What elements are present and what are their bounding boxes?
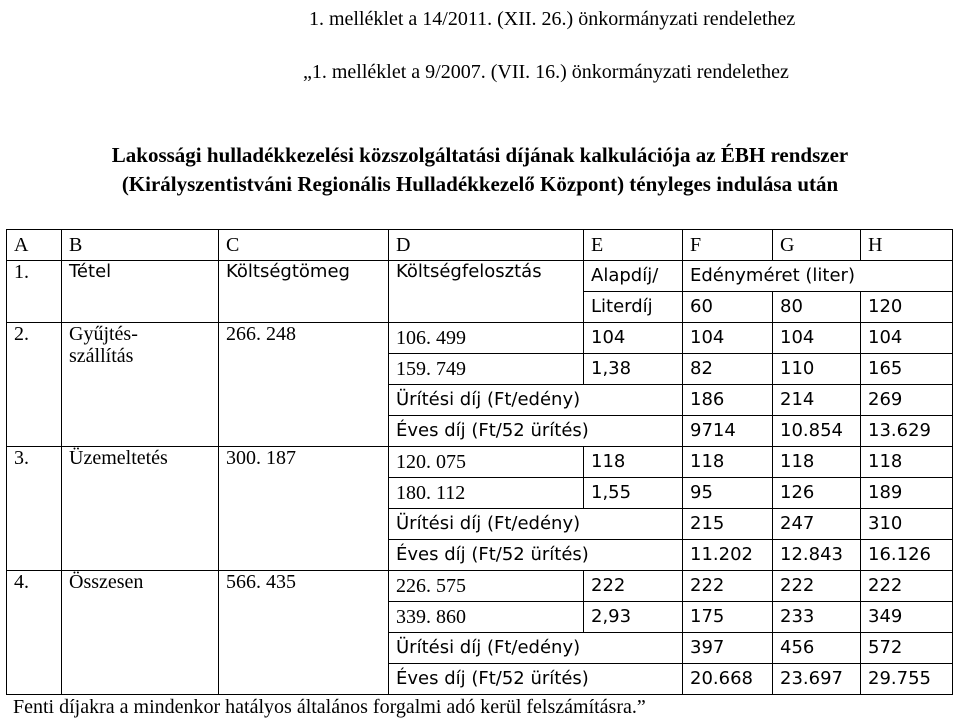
liter-fee: 1,55 bbox=[584, 478, 683, 509]
value-cell: 222 bbox=[683, 571, 773, 602]
cost-share-liter: 339. 860 bbox=[389, 602, 584, 633]
value-cell: 456 bbox=[773, 633, 861, 664]
table-row bbox=[7, 447, 953, 478]
column-letter: G bbox=[773, 230, 861, 261]
emptying-fee-label: Ürítési díj (Ft/edény) bbox=[389, 633, 683, 664]
value-cell: 95 bbox=[683, 478, 773, 509]
table-row bbox=[7, 571, 953, 602]
size-120: 120 bbox=[861, 292, 953, 323]
value-cell: 186 bbox=[683, 385, 773, 416]
value-cell: 222 bbox=[773, 571, 861, 602]
value-cell: 233 bbox=[773, 602, 861, 633]
annual-fee-label: Éves díj (Ft/52 ürítés) bbox=[389, 664, 683, 695]
cost-share-liter: 159. 749 bbox=[389, 354, 584, 385]
emptying-fee-label: Ürítési díj (Ft/edény) bbox=[389, 385, 683, 416]
item-name-line: Gyűjtés- bbox=[69, 323, 138, 345]
value-cell: 175 bbox=[683, 602, 773, 633]
cost-share-base: 120. 075 bbox=[389, 447, 584, 478]
column-letter-row bbox=[7, 230, 953, 261]
value-cell: 104 bbox=[861, 323, 953, 354]
value-cell: 104 bbox=[683, 323, 773, 354]
item-name-line: szállítás bbox=[69, 345, 134, 367]
item-name bbox=[62, 447, 219, 571]
value-cell: 572 bbox=[861, 633, 953, 664]
value-cell: 397 bbox=[683, 633, 773, 664]
column-letter: D bbox=[389, 230, 584, 261]
vat-footnote: Fenti díjakra a mindenkor hatályos általános forgalmi adó kerül felszámításra.” bbox=[13, 696, 646, 718]
value-cell: 165 bbox=[861, 354, 953, 385]
column-letter: F bbox=[683, 230, 773, 261]
annual-fee-label: Éves díj (Ft/52 ürítés) bbox=[389, 416, 683, 447]
value-cell: 247 bbox=[773, 509, 861, 540]
document-title-line2: (Királyszentistváni Regionális Hulladékkezelő Központ) tényleges indulása után bbox=[121, 172, 839, 196]
value-cell: 16.126 bbox=[861, 540, 953, 571]
header-literdij: Literdíj bbox=[584, 292, 683, 323]
value-cell: 215 bbox=[683, 509, 773, 540]
header-koltsegfelosztas: Költségfelosztás bbox=[389, 261, 584, 323]
base-fee: 222 bbox=[584, 571, 683, 602]
column-letter: E bbox=[584, 230, 683, 261]
value-cell: 10.854 bbox=[773, 416, 861, 447]
header-edenymeret: Edényméret (liter) bbox=[683, 261, 953, 292]
document-title-line1: Lakossági hulladékkezelési közszolgáltatási díjának kalkulációja az ÉBH rendszer bbox=[111, 143, 849, 167]
emptying-fee-label: Ürítési díj (Ft/edény) bbox=[389, 509, 683, 540]
header-tetel: Tétel bbox=[62, 261, 219, 323]
value-cell: 20.668 bbox=[683, 664, 773, 695]
annual-fee-label: Éves díj (Ft/52 ürítés) bbox=[389, 540, 683, 571]
cost-share-base: 106. 499 bbox=[389, 323, 584, 354]
cost-total: 266. 248 bbox=[219, 323, 389, 447]
value-cell: 11.202 bbox=[683, 540, 773, 571]
row-number: 1. bbox=[7, 261, 62, 323]
value-cell: 126 bbox=[773, 478, 861, 509]
base-fee: 104 bbox=[584, 323, 683, 354]
cost-total: 566. 435 bbox=[219, 571, 389, 695]
header-koltsegtomeg: Költségtömeg bbox=[219, 261, 389, 323]
item-name bbox=[62, 323, 219, 447]
cost-total: 300. 187 bbox=[219, 447, 389, 571]
value-cell: 9714 bbox=[683, 416, 773, 447]
fee-calculation-table bbox=[6, 229, 953, 695]
row-number: 4. bbox=[7, 571, 62, 695]
value-cell: 110 bbox=[773, 354, 861, 385]
liter-fee: 2,93 bbox=[584, 602, 683, 633]
base-fee: 118 bbox=[584, 447, 683, 478]
column-letter: A bbox=[7, 230, 62, 261]
value-cell: 222 bbox=[861, 571, 953, 602]
size-80: 80 bbox=[773, 292, 861, 323]
value-cell: 118 bbox=[861, 447, 953, 478]
header-alapdij: Alapdíj/ bbox=[584, 261, 683, 292]
value-cell: 104 bbox=[773, 323, 861, 354]
item-name-line: Összesen bbox=[69, 571, 144, 593]
cost-share-base: 226. 575 bbox=[389, 571, 584, 602]
amended-annex-reference: „1. melléklet a 9/2007. (VII. 16.) önkormányzati rendelethez bbox=[303, 61, 789, 83]
cost-share-liter: 180. 112 bbox=[389, 478, 584, 509]
annex-reference: 1. melléklet a 14/2011. (XII. 26.) önkormányzati rendelethez bbox=[309, 8, 796, 30]
value-cell: 349 bbox=[861, 602, 953, 633]
value-cell: 23.697 bbox=[773, 664, 861, 695]
column-letter: B bbox=[62, 230, 219, 261]
header-row bbox=[7, 261, 953, 292]
row-number: 2. bbox=[7, 323, 62, 447]
column-letter: C bbox=[219, 230, 389, 261]
value-cell: 189 bbox=[861, 478, 953, 509]
row-number: 3. bbox=[7, 447, 62, 571]
value-cell: 118 bbox=[683, 447, 773, 478]
value-cell: 29.755 bbox=[861, 664, 953, 695]
value-cell: 214 bbox=[773, 385, 861, 416]
value-cell: 82 bbox=[683, 354, 773, 385]
value-cell: 13.629 bbox=[861, 416, 953, 447]
column-letter: H bbox=[861, 230, 953, 261]
value-cell: 118 bbox=[773, 447, 861, 478]
liter-fee: 1,38 bbox=[584, 354, 683, 385]
item-name-line: Üzemeltetés bbox=[69, 447, 168, 469]
value-cell: 12.843 bbox=[773, 540, 861, 571]
value-cell: 310 bbox=[861, 509, 953, 540]
table-row bbox=[7, 323, 953, 354]
item-name bbox=[62, 571, 219, 695]
size-60: 60 bbox=[683, 292, 773, 323]
value-cell: 269 bbox=[861, 385, 953, 416]
